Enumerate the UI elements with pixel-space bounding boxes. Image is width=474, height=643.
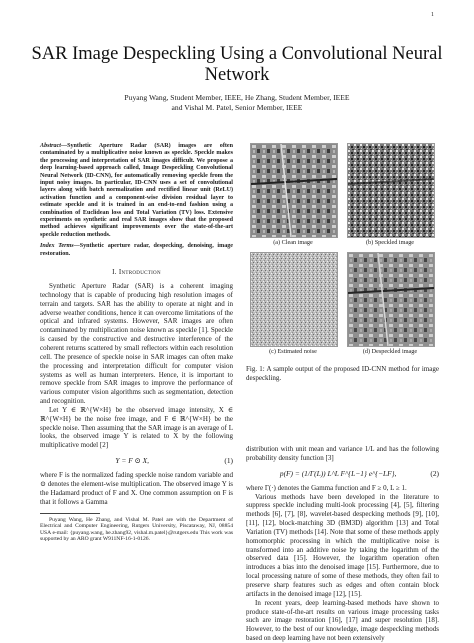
equation-2-body: p(F) = (1/Γ(L)) L^L F^{L−1} e^{−LF}, xyxy=(279,468,397,478)
right-paragraph-2: where Γ(·) denotes the Gamma function and F ≥ 0, L ≥ 1. xyxy=(246,483,407,492)
right-column-text xyxy=(246,445,439,643)
author-line-1: Puyang Wang, Student Member, IEEE, He Zhang, Student Member, IEEE xyxy=(124,93,350,102)
abstract xyxy=(40,143,233,239)
equation-1 xyxy=(40,456,233,465)
figure-caption: Fig. 1: A sample output of the proposed ID-CNN method for image despeckling. xyxy=(246,365,439,382)
equation-2 xyxy=(246,469,439,478)
section-heading-introduction: I. Introduction xyxy=(112,268,161,277)
equation-2-number: (2) xyxy=(430,468,439,478)
author-footnote: Puyang Wang, He Zhang, and Vishal M. Patel are with the Department of Electrical and Computer Engineering, Rutgers University, Piscataway, NJ, 08854 USA e-mail: {puyang.wang, he.zhang92, vishal.m.patel}@rutgers.edu This work was supported by an ARO grant W911NF-16-1-0126. xyxy=(40,516,233,543)
index-terms-text: —Synthetic aperture radar, despecking, denoising, image restoration. xyxy=(40,243,233,257)
right-paragraph-3: Various methods have been developed in the literature to suppress speckle including multi-look processing [4], [5], filtering methods [6], [7], [8], wavelet-based despecking methods [9], [10], [11], [12], block-matching 3D (BM3D) algorithm [13] and Total Variation (TV) methods [14]. Note that some of these methods apply homomorphic processing in which the multiplicative noise is transformed into an additive noise by taking the logarithm of the observed data [15]. However, the logarithm operation often introduces a bias into the denoised image [15]. Furthermore, due to local processing nature of some of these methods, they often fail to preserve sharp features such as edges and often contain block artifacts in the denoised image [12], [15]. xyxy=(246,492,439,598)
speckled-image xyxy=(347,143,435,238)
estimated-noise-image xyxy=(250,252,338,347)
right-column xyxy=(246,143,439,643)
intro-paragraph-3: where F is the normalized fading speckle noise random variable and ⊙ denotes the element-wise multiplication. The observed image Y is the Hadamard product of F and X. One common assumption on F is that it follows a Gamma xyxy=(40,471,233,506)
page-number: 1 xyxy=(431,12,434,18)
despeckled-image xyxy=(347,252,435,347)
caption-b: (b) Speckled image xyxy=(365,239,415,246)
figure-1 xyxy=(246,143,439,421)
caption-c: (c) Estimated noise xyxy=(269,348,317,355)
equation-1-body: Y = F ⊙ X, xyxy=(115,456,149,466)
clean-image xyxy=(250,143,338,238)
author-line-2: and Vishal M. Patel, Senior Member, IEEE xyxy=(171,103,303,112)
caption-d: (d) Despeckled image xyxy=(362,348,418,355)
paper-title: SAR Image Despeckling Using a Convolutional Neural Network xyxy=(31,44,443,85)
index-terms-label: Index Terms xyxy=(40,243,74,250)
right-paragraph-4: In recent years, deep learning-based methods have shown to produce state-of-the-art results on various image processing tasks such are image restoration [16], [17] and super resolution [18]. However, to the best of our knowledge, image despeckling methods based on deep learning have not been extensively xyxy=(246,598,439,643)
right-paragraph-1: distribution with unit mean and variance 1/L and has the following probability density function [3] xyxy=(246,445,439,462)
caption-a: (a) Clean image xyxy=(273,239,313,246)
author-list xyxy=(40,93,434,113)
abstract-text: —Synthetic Aperture Radar (SAR) images are often contaminated by a multiplicative noise known as speckle. Speckle makes the processing and interpretation of SAR images difficult. We propose a deep learning-based approach called, Image Despeckling Convolutional Neural Network (ID-CNN), for automatically removing speckle from the input noisy images. In particular, ID-CNN uses a set of convolutional layers along with batch normalization and rectified linear unit (ReLU) activation function and a component-wise division residual layer to estimate speckle and it is trained in an end-to-end fashion using a combination of Euclidean loss and Total Variation (TV) loss. Extensive experiments on synthetic and real SAR images show that the proposed method achieves significant improvements over the state-of-the-art speckle reduction methods. xyxy=(40,143,233,238)
equation-1-number: (1) xyxy=(224,456,233,466)
footnote-divider xyxy=(40,513,100,514)
intro-paragraph-2: Let Y ∈ ℝ^{W×H} be the observed image intensity, X ∈ ℝ^{W×H} be the noise free image, and F ∈ ℝ^{W×H} be the speckle noise. Then assuming that the SAR image is an average of L looks, the observed image Y is related to X by the following multiplicative model [2] xyxy=(40,405,233,450)
index-terms xyxy=(40,243,233,258)
intro-paragraph-1: Synthetic Aperture Radar (SAR) is a coherent imaging technology that is capable of producing high resolution images of terrain and targets. SAR has the ability to operate at night and in adverse weather conditions, hence it can overcome limitations of the optical and infrared systems. However, SAR images are often contaminated by multiplication noise known as speckle [1]. Speckle is caused by the constructive and destructive interference of the coherent returns scattered by small reflectors within each resolution cell. The presence of speckle noise in SAR images can often make the processing and interpretation difficult for computer vision systems as well as human interpreters. Hence, it is important to remove speckle from SAR images to improve the performance of various computer vision algorithms such as segmentation, detection and recognition. xyxy=(40,282,233,406)
abstract-label: Abstract xyxy=(40,143,61,149)
left-column xyxy=(40,143,233,543)
